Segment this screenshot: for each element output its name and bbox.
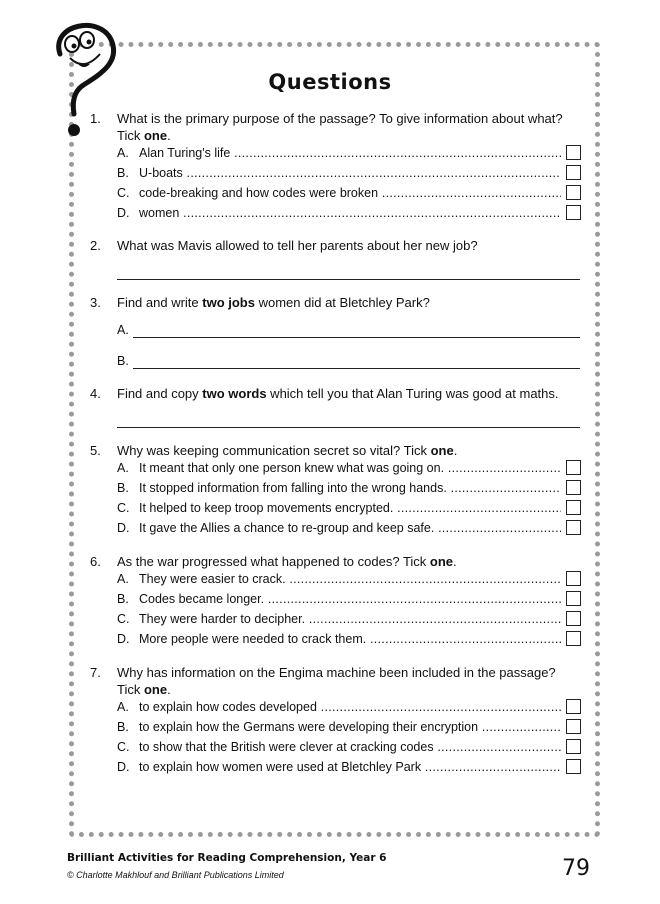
option-row: B. It stopped information from falling into the wrong hands. .....	[117, 480, 581, 498]
page-title: Questions	[268, 70, 392, 94]
tick-box[interactable]	[566, 185, 581, 200]
page-number: 79	[562, 856, 590, 881]
question-text: What is the primary purpose of the passage? To give information about what? Tick one.	[117, 111, 563, 143]
option-row: A. It meant that only one person knew what was going on. .....	[117, 460, 581, 478]
option-row: A. They were easier to crack. .....	[117, 571, 581, 589]
tick-box[interactable]	[566, 145, 581, 160]
tick-box[interactable]	[566, 699, 581, 714]
option-row: D. women .....	[117, 205, 581, 223]
option-row: B. U-boats .....	[117, 165, 581, 183]
copyright: © Charlotte Makhlouf and Brilliant Publications Limited	[67, 870, 284, 880]
tick-box[interactable]	[566, 480, 581, 495]
answer-label: A.	[117, 323, 129, 337]
tick-box[interactable]	[566, 739, 581, 754]
option-row: C. They were harder to decipher. .....	[117, 611, 581, 629]
option-row: B. to explain how the Germans were developing their encryption .....	[117, 719, 581, 737]
tick-box[interactable]	[566, 520, 581, 535]
option-row: C. to show that the British were clever at cracking codes .....	[117, 739, 581, 757]
option-row: C. It helped to keep troop movements encrypted. .....	[117, 500, 581, 518]
tick-box[interactable]	[566, 500, 581, 515]
answer-line[interactable]	[133, 337, 580, 338]
tick-box[interactable]	[566, 611, 581, 626]
tick-box[interactable]	[566, 591, 581, 606]
tick-box[interactable]	[566, 571, 581, 586]
option-row: D. to explain how women were used at Bletchley Park .....	[117, 759, 581, 777]
answer-label: B.	[117, 354, 129, 368]
question-number: 1.	[90, 111, 101, 126]
option-row: A. to explain how codes developed .....	[117, 699, 581, 717]
option-row: C. code-breaking and how codes were broken .....	[117, 185, 581, 203]
answer-line[interactable]	[117, 427, 580, 428]
tick-box[interactable]	[566, 719, 581, 734]
answer-line[interactable]	[133, 368, 580, 369]
tick-box[interactable]	[566, 631, 581, 646]
tick-box[interactable]	[566, 759, 581, 774]
tick-box[interactable]	[566, 165, 581, 180]
option-row: D. It gave the Allies a chance to re-group and keep safe. .....	[117, 520, 581, 538]
answer-line[interactable]	[117, 279, 580, 280]
tick-box[interactable]	[566, 460, 581, 475]
option-row: A. Alan Turing's life .....	[117, 145, 581, 163]
tick-box[interactable]	[566, 205, 581, 220]
option-row: B. Codes became longer. .....	[117, 591, 581, 609]
book-title: Brilliant Activities for Reading Comprehension, Year 6	[67, 852, 387, 864]
option-row: D. More people were needed to crack them. .....	[117, 631, 581, 649]
